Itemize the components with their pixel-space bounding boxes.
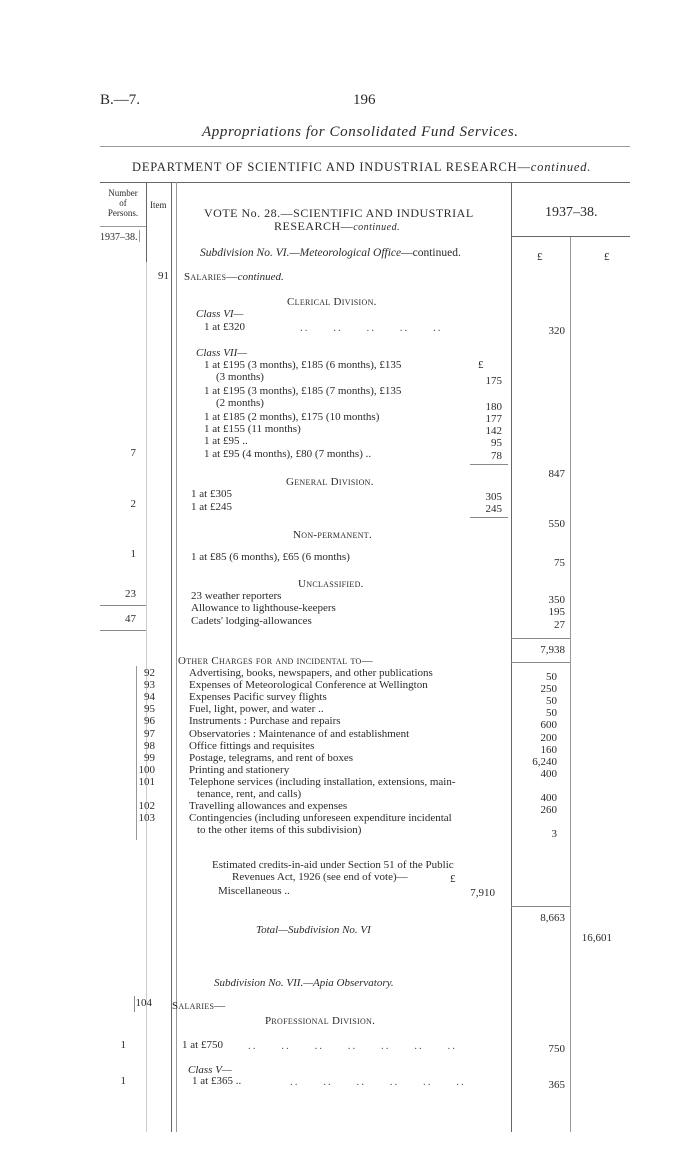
persons-total: 47 [125,613,136,625]
other-charge-amount: 3 [551,828,557,840]
clerical-line-1: (3 months) [216,371,264,383]
apia-line2-persons: 1 [120,1075,126,1087]
item-header: Item [150,200,167,210]
general-total: 550 [548,518,565,530]
other-charge-text: Postage, telegrams, and rent of boxes [189,752,354,764]
apia-line2-amount: 365 [548,1079,565,1091]
other-charge-amount: 400 [540,768,557,780]
other-charge-item-number: 97 [144,728,155,740]
other-charge-text: Travelling allowances and expenses [189,800,348,812]
class-vi-line: 1 at £320 [204,321,245,333]
subdivision-vi-heading [200,248,461,259]
unclassified-line-2: Cadets' lodging-allowances [191,615,312,627]
pound-col1: £ [537,251,543,263]
general-line-1: 1 at £245 [191,501,232,513]
clerical-persons: 7 [130,447,136,459]
salaries-total-rule [511,662,570,663]
clerical-heading: Clerical Division. [287,296,377,308]
clerical-line-7: 1 at £95 (4 months), £80 (7 months) .. [204,448,372,460]
year-rule [511,236,630,237]
general-amount-0: 305 [485,491,502,503]
other-charge-item-number: 98 [144,740,155,752]
other-charge-item-number: 92 [144,667,155,679]
col-sep-item [171,182,172,1132]
other-charge-item-number: 99 [144,752,155,764]
credits-misc: Miscellaneous .. [218,885,290,897]
vote-title-line2 [274,221,400,233]
other-charge-text: Contingencies (including unforeseen expenditure incidental [189,812,452,824]
nonperm-line: 1 at £85 (6 months), £65 (6 months) [191,551,350,563]
page-number: 196 [353,92,376,108]
vote-title-continued: continued. [353,222,401,233]
item-number-rule [136,666,137,840]
credits-pound: £ [450,873,456,885]
department-title [132,160,591,175]
credits-line2: Revenues Act, 1926 (see end of vote)— [232,871,408,883]
table-top-rule [100,182,630,183]
other-charge-amount: 400 [540,792,557,804]
other-charge-amount: 6,240 [532,756,557,768]
pound-col2: £ [604,251,610,263]
general-persons: 2 [130,498,136,510]
clerical-line-6: 1 at £95 .. [204,435,248,447]
other-charge-amount: 50 [546,695,557,707]
class-vi-total: 320 [548,325,565,337]
apia-line1-amount: 750 [548,1043,565,1055]
leader-dots: .. .. .. .. .. [300,322,443,334]
other-charge-text: Office fittings and requisites [189,740,315,752]
other-charge-item-number: 101 [138,776,155,788]
other-charge-text: Expenses of Meteorological Conference at Wellington [189,679,428,691]
persons-rule [100,226,146,227]
department-continued: continued. [530,160,592,174]
other-charge-item-number: 103 [138,812,155,824]
header-rule [100,146,630,147]
class-vii-label: Class VII— [196,347,248,359]
other-charge-text: Expenses Pacific survey flights [189,691,327,703]
vote-title-research: RESEARCH— [274,219,354,233]
other-charge-amount: 250 [540,683,557,695]
other-charge-text: Observatories : Maintenance of and establishment [189,728,410,740]
other-charge-item-number: 102 [138,800,155,812]
col-sep-amount2 [570,236,571,1132]
nonperm-total: 75 [554,557,565,569]
other-charge-text: Fuel, light, power, and water .. [189,703,324,715]
clerical-amount-7: 78 [491,450,502,462]
subdivision-vi-label: Subdivision No. VI.—Meteorological Office [200,247,402,259]
subdivision-vii-salaries: Salaries— [172,1000,226,1012]
general-amount-1: 245 [485,503,502,515]
apia-line1: 1 at £750 [182,1039,223,1051]
total-label: Total—Subdivision No. VI [256,924,371,936]
nonperm-persons: 1 [130,548,136,560]
salaries-heading [184,272,284,283]
item-91: 91 [158,270,169,282]
document-code: B.—7. [100,92,141,108]
page-subtitle: Appropriations for Consolidated Fund Services. [202,124,519,140]
clerical-amount-1: 175 [485,375,502,387]
clerical-line-3: (2 months) [216,397,264,409]
nonperm-heading: Non-permanent. [293,529,373,541]
salaries-grand-total: 7,938 [540,644,565,656]
other-charge-text: tenance, rent, and calls) [197,788,302,800]
other-charge-text: Printing and stationery [189,764,290,776]
salaries-sum-rule [511,638,570,639]
salaries-label: Salaries— [184,271,238,283]
class-vii-pound: £ [478,359,484,371]
credits-line1: Estimated credits-in-aid under Section 51 of the Public [212,859,454,871]
unclassified-line-0: 23 weather reporters [191,590,282,602]
other-charge-amount: 50 [546,671,557,683]
credits-amount: 7,910 [470,887,495,899]
other-charges-subtotal: 8,663 [540,912,565,924]
year-tick [139,230,140,242]
apia-class-v: Class V— [188,1064,232,1076]
clerical-line-5: 1 at £155 (11 months) [204,423,301,435]
other-charge-item-number: 93 [144,679,155,691]
clerical-line-0: 1 at £195 (3 months), £185 (6 months), £135 [204,359,402,371]
unclassified-heading: Unclassified. [298,578,364,590]
col-sep-amount1 [511,182,512,1132]
professional-heading: Professional Division. [265,1015,376,1027]
other-charge-amount: 260 [540,804,557,816]
other-charge-amount: 600 [540,719,557,731]
clerical-amount-5: 142 [485,425,502,437]
persons-bottom-rule [100,630,146,631]
persons-header-line2: of [119,198,127,208]
other-charge-amount: 160 [540,744,557,756]
col-sep-item-2 [176,182,177,1132]
leader-dots: .. .. .. .. .. .. [290,1076,466,1088]
clerical-line-2: 1 at £195 (3 months), £185 (7 months), £135 [204,385,402,397]
apia-line1-persons: 1 [120,1039,126,1051]
other-charges-sum-rule [511,906,570,907]
other-charge-item-number: 95 [144,703,155,715]
other-charge-text: Instruments : Purchase and repairs [189,715,341,727]
other-charge-item-number: 100 [138,764,155,776]
other-charge-text: Advertising, books, newspapers, and other publications [189,667,433,679]
unclassified-amount-2: 27 [554,619,565,631]
clerical-sum-rule [470,464,508,465]
other-charge-item-number: 94 [144,691,155,703]
other-charge-amount: 200 [540,732,557,744]
persons-header-line3: Persons. [107,208,139,218]
clerical-line-4: 1 at £185 (2 months), £175 (10 months) [204,411,380,423]
other-charge-text: to the other items of this subdivision) [197,824,362,836]
total-amount: 16,601 [581,932,612,944]
item-104: 104 [135,997,152,1009]
unclassified-line-1: Allowance to lighthouse-keepers [191,602,336,614]
general-heading: General Division. [286,476,374,488]
year-right: 1937–38. [545,205,598,220]
persons-header [100,188,146,218]
unclassified-persons: 23 [125,588,136,600]
general-sum-rule [470,517,508,518]
clerical-amount-3: 180 [485,401,502,413]
other-charge-amount: 50 [546,707,557,719]
other-charges-heading: Other Charges for and incidental to— [178,655,373,667]
other-charge-text: Telephone services (including installation, extensions, main- [189,776,456,788]
subdivision-vi-continued: —continued. [401,247,461,259]
col-sep-persons [146,182,147,262]
apia-line2: 1 at £365 .. [192,1075,242,1087]
vote-title-line1: VOTE No. 28.—SCIENTIFIC AND INDUSTRIAL [204,206,474,220]
salaries-continued: continued. [237,271,284,283]
leader-dots: .. .. .. .. .. .. .. [248,1040,457,1052]
persons-sum-rule [100,605,146,606]
unclassified-amount-0: 350 [548,594,565,606]
subdivision-vii-heading: Subdivision No. VII.—Apia Observatory. [214,977,394,989]
persons-header-line1: Number [108,188,138,198]
department-name: DEPARTMENT OF SCIENTIFIC AND INDUSTRIAL RESEARCH— [132,160,531,174]
clerical-amount-6: 95 [491,437,502,449]
item-104-tick [134,996,135,1012]
clerical-amount-4: 177 [485,413,502,425]
other-charge-item-number: 96 [144,715,155,727]
year-left: 1937–38. [100,232,138,243]
general-line-0: 1 at £305 [191,488,232,500]
clerical-total: 847 [548,468,565,480]
class-vi-label: Class VI— [196,308,244,320]
unclassified-amount-1: 195 [548,606,565,618]
